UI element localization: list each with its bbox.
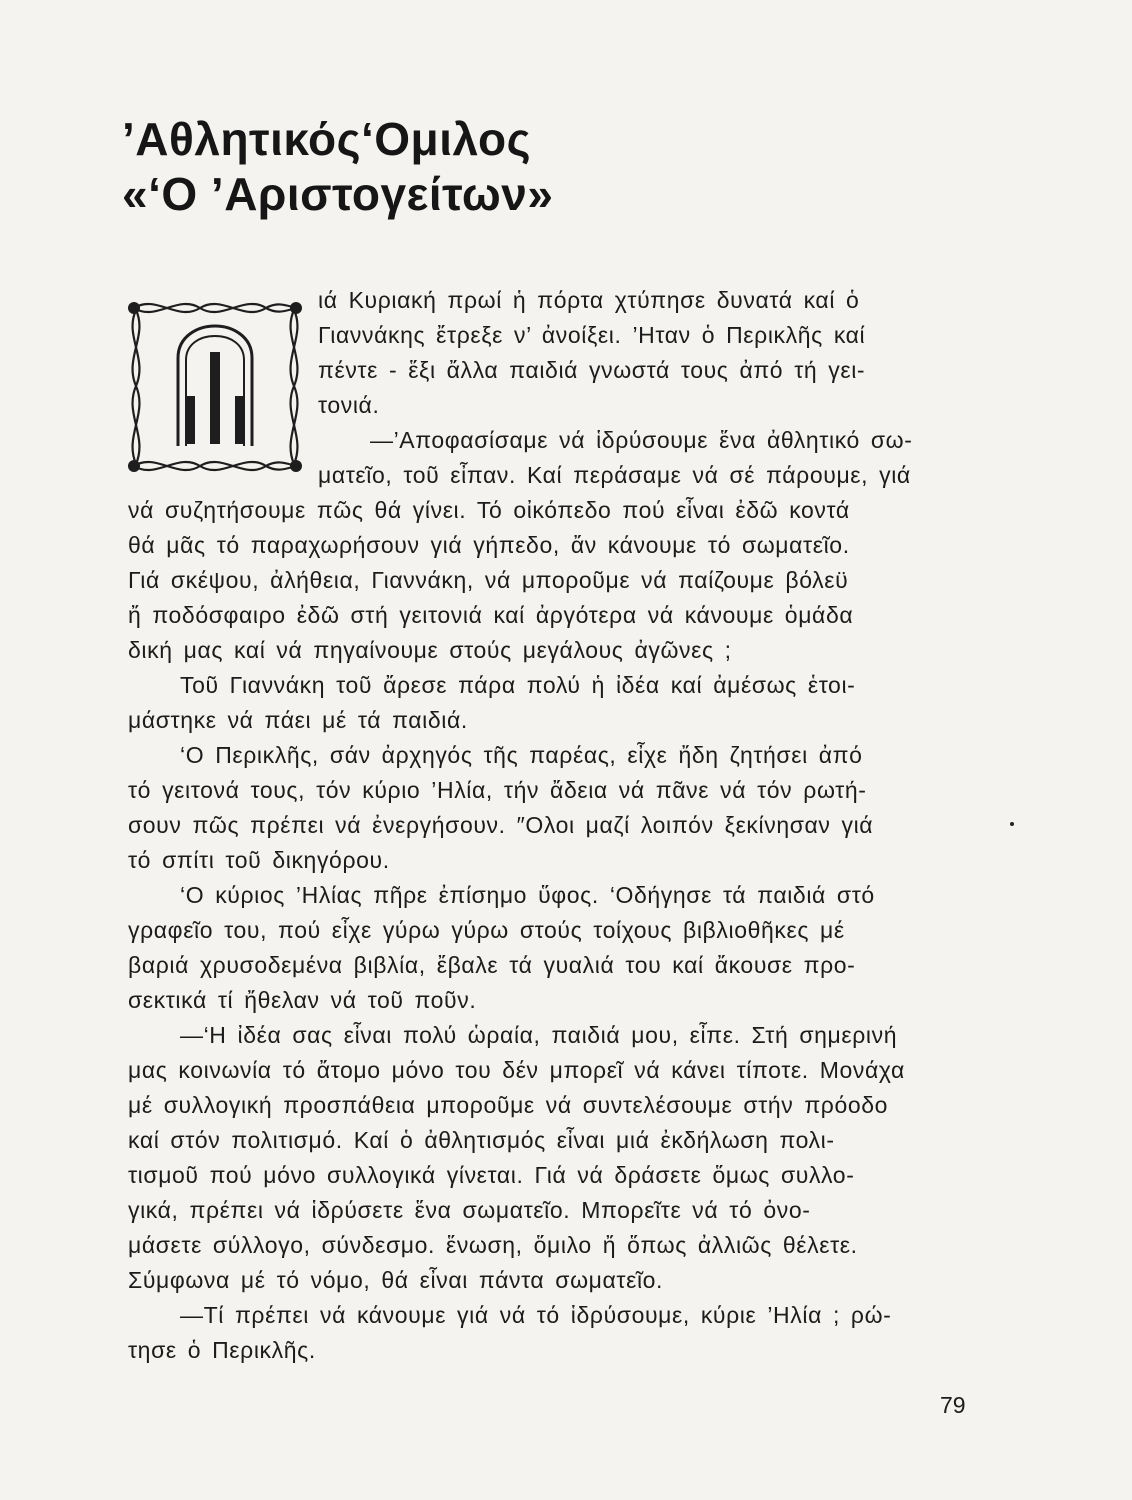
text-line: ‘Ο κύριος ’Ηλίας πῆρε ἐπίσημο ὕφος. ‘Οδήγησε τά παιδιά στό: [180, 882, 875, 908]
text-line: μάσετε σύλλογο, σύνδεσμο. ἕνωση, ὅμιλο ἤ ὅπως ἀλλιῶς θέλετε.: [128, 1232, 858, 1258]
text-line: Σύμφωνα μέ τό νόμο, θά εἶναι πάντα σωματεῖο.: [128, 1267, 664, 1293]
text-line: βαριά χρυσοδεμένα βιβλία, ἔβαλε τά γυαλιά του καί ἄκουσε προ-: [128, 952, 856, 978]
text-line: νά συζητήσουμε πῶς θά γίνει. Τό οἰκόπεδο πού εἶναι ἐδῶ κοντά: [128, 497, 850, 523]
text-line: Γιαννάκης ἔτρεξε ν’ ἀνοίξει. ’Ηταν ὁ Περικλῆς καί: [318, 322, 866, 348]
page-number: 79: [940, 1392, 966, 1418]
text-line: μας κοινωνία τό ἄτομο μόνο του δέν μπορεῖ νά κάνει τίποτε. Μονάχα: [128, 1057, 905, 1083]
text-line: μέ συλλογική προσπάθεια μποροῦμε νά συντελέσουμε στήν πρόοδο: [128, 1092, 889, 1118]
text-line: Γιά σκέψου, ἀλήθεια, Γιαννάκη, νά μποροῦμε νά παίζουμε βόλεϋ: [128, 567, 849, 593]
text-line: —Τί πρέπει νά κάνουμε γιά νά τό ἱδρύσουμε, κύριε ’Ηλία ; ρώ-: [180, 1302, 892, 1328]
text-line: γραφεῖο του, πού εἶχε γύρω γύρω στούς τοίχους βιβλιοθῆκες μέ: [128, 917, 845, 943]
text-line: τό γειτονά τους, τόν κύριο ’Ηλία, τήν ἄδεια νά πᾶνε νά τόν ρωτή-: [128, 777, 867, 803]
text-line: θά μᾶς τό παραχωρήσουν γιά γήπεδο, ἄν κάνουμε τό σωματεῖο.: [128, 532, 850, 558]
text-line: μάστηκε νά πάει μέ τά παιδιά.: [128, 707, 468, 733]
text-line: σουν πῶς πρέπει νά ἐνεργήσουν. ″Ολοι μαζί λοιπόν ξεκίνησαν γιά: [128, 812, 874, 838]
text-line: σεκτικά τί ἤθελαν νά τοῦ ποῦν.: [128, 987, 477, 1013]
text-line: τονιά.: [318, 392, 380, 418]
chapter-title: [122, 112, 553, 222]
text-line: ‘Ο Περικλῆς, σάν ἀρχηγός τῆς παρέας, εἶχε ἤδη ζητήσει ἀπό: [180, 742, 863, 768]
text-line: ἤ ποδόσφαιρο ἐδῶ στή γειτονιά καί ἀργότερα νά κάνουμε ὁμάδα: [128, 602, 854, 628]
text-line: πέντε - ἕξι ἄλλα παιδιά γνωστά τους ἀπό τή γει-: [318, 357, 866, 383]
text-line: τό σπίτι τοῦ δικηγόρου.: [128, 847, 390, 873]
text-line: δική μας καί νά πηγαίνουμε στούς μεγάλους ἀγῶνες ;: [128, 637, 732, 663]
ornamental-initial-frame-icon: [126, 296, 304, 478]
ink-speck: [1010, 822, 1014, 826]
text-line: ιά Κυριακή πρωί ἡ πόρτα χτύπησε δυνατά καί ὁ: [318, 287, 860, 313]
chapter-title-line-2: «‘Ο ’Αριστογείτων»: [122, 168, 554, 220]
text-line: Τοῦ Γιαννάκη τοῦ ἄρεσε πάρα πολύ ἡ ἰδέα καί ἀμέσως ἑτοι-: [180, 672, 856, 698]
text-line: τησε ὁ Περικλῆς.: [128, 1337, 316, 1363]
text-line: γικά, πρέπει νά ἱδρύσετε ἕνα σωματεῖο. Μπορεῖτε νά τό ὀνο-: [128, 1197, 811, 1223]
chapter-title-line-1: ’Αθλητικός‘Ομιλος: [122, 113, 532, 165]
text-line: —‘Η ἰδέα σας εἶναι πολύ ὡραία, παιδιά μου, εἶπε. Στή σημερινή: [180, 1022, 898, 1048]
text-line: καί στόν πολιτισμό. Καί ὁ ἀθλητισμός εἶναι μιά ἐκδήλωση πολι-: [128, 1127, 835, 1153]
text-line: τισμοῦ πού μόνο συλλογικά γίνεται. Γιά νά δράσετε ὅμως συλλο-: [128, 1162, 855, 1188]
text-line: ματεῖο, τοῦ εἶπαν. Καί περάσαμε νά σέ πάρουμε, γιά: [318, 462, 911, 488]
text-line: —’Αποφασίσαμε νά ἱδρύσουμε ἕνα ἀθλητικό σω-: [370, 427, 913, 453]
